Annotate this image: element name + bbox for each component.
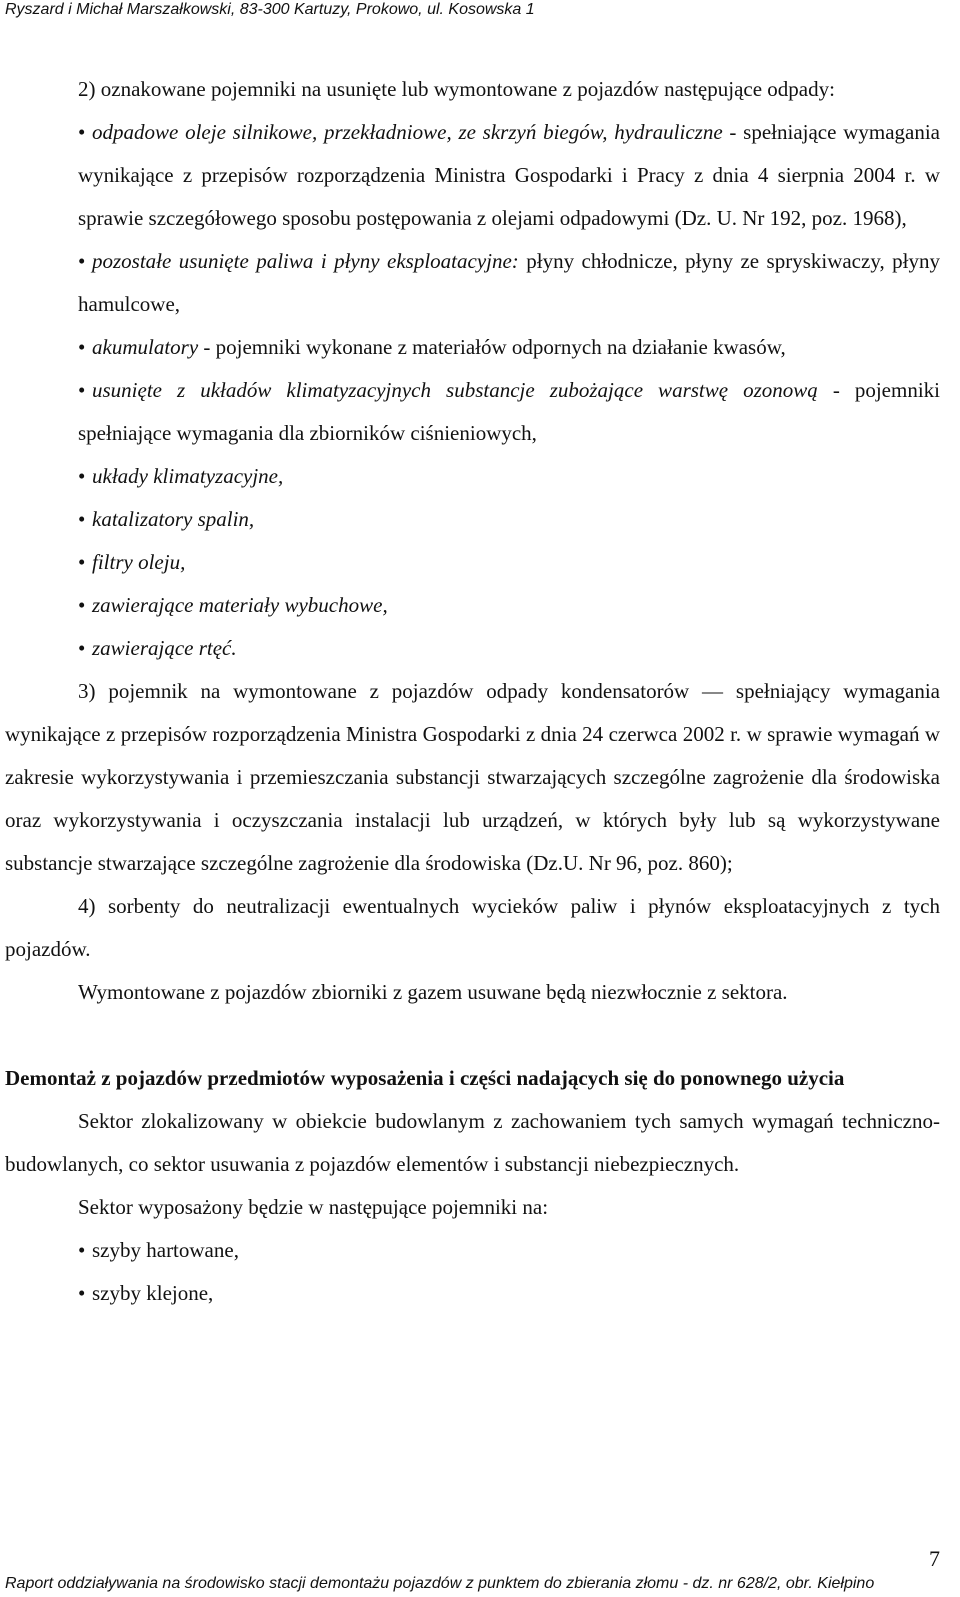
bullet-marker: • xyxy=(78,593,86,617)
bullet-marker: • xyxy=(78,464,86,488)
running-footer: Raport oddziaływania na środowisko stacji demontażu pojazdów z punktem do zbierania złomu - dz. nr 628/2, obr. Kiełpino xyxy=(5,1575,875,1592)
bullet-item xyxy=(5,240,940,326)
bullet-item xyxy=(5,455,940,498)
bullet-text: szyby klejone, xyxy=(92,1281,214,1305)
bullet-italic-text: układy klimatyzacyjne, xyxy=(92,464,284,488)
document-body xyxy=(5,68,940,1315)
paragraph-7: Sektor wyposażony będzie w następujące pojemniki na: xyxy=(78,1195,549,1219)
bullet-text: płyny chłodnicze, płyny ze spryskiwaczy, płyny hamulcowe, xyxy=(78,249,940,316)
bullet-item xyxy=(5,627,940,670)
bullet-marker: • xyxy=(78,335,86,359)
running-header: Ryszard i Michał Marszałkowski, 83-300 Kartuzy, Prokowo, ul. Kosowska 1 xyxy=(5,1,535,18)
bullet-item xyxy=(5,498,940,541)
bullet-marker: • xyxy=(78,550,86,574)
bullet-italic-text: odpadowe oleje silnikowe, przekładniowe, ze skrzyń biegów, hydrauliczne xyxy=(92,120,723,144)
bullet-marker: • xyxy=(78,378,86,402)
bullet-italic-text: usunięte z układów klimatyzacyjnych substancje zubożające warstwę ozonową xyxy=(92,378,818,402)
spacer xyxy=(5,1014,940,1057)
bullet-item xyxy=(5,111,940,240)
bullet-italic-text: zawierające materiały wybuchowe, xyxy=(92,593,388,617)
bullet-marker: • xyxy=(78,120,86,144)
bullet-item xyxy=(5,541,940,584)
bullet-text: - spełniające wymagania wynikające z przepisów rozporządzenia Ministra Gospodarki i Pracy z dnia 4 sierpnia 2004 r. w sprawie szczegółowego sposobu postępowania z olejami odpadowymi (Dz. U. Nr 192, poz. 1968), xyxy=(78,120,940,230)
bullet-italic-text: zawierające rtęć. xyxy=(92,636,237,660)
page-number: 7 xyxy=(929,1546,940,1571)
bullet-italic-text: akumulatory xyxy=(92,335,199,359)
bullet-item xyxy=(5,584,940,627)
bullet-item xyxy=(5,1272,940,1315)
bullet-italic-text: filtry oleju, xyxy=(92,550,186,574)
bullet-item xyxy=(5,326,940,369)
bullet-text: szyby hartowane, xyxy=(92,1238,239,1262)
bullet-marker: • xyxy=(78,507,86,531)
paragraph-5: Wymontowane z pojazdów zbiorniki z gazem usuwane będą niezwłocznie z sektora. xyxy=(78,980,788,1004)
bullet-italic-text: pozostałe usunięte paliwa i płyny eksploatacyjne: xyxy=(92,249,519,273)
bullet-item xyxy=(5,1229,940,1272)
paragraph-6: Sektor zlokalizowany w obiekcie budowlanym z zachowaniem tych samych wymagań techniczno-budowlanych, co sektor usuwania z pojazdów elementów i substancji niebezpiecznych. xyxy=(5,1109,940,1176)
bullet-text: - pojemniki spełniające wymagania dla zbiorników ciśnieniowych, xyxy=(78,378,941,445)
paragraph-3: 3) pojemnik na wymontowane z pojazdów odpady kondensatorów — spełniający wymagania wynikające z przepisów rozporządzenia Ministra Gospodarki z dnia 24 czerwca 2002 r. w sprawie wymagań w zakresie wykorzystywania i przemieszczania substancji stwarzających szczególne zagrożenie dla środowiska oraz wykorzystywania i oczyszczania instalacji lub urządzeń, w których były lub są wykorzystywane substancje stwarzające szczególne zagrożenie dla środowiska (Dz.U. Nr 96, poz. 860); xyxy=(5,679,940,875)
bullet-marker: • xyxy=(78,249,86,273)
bullet-marker: • xyxy=(78,636,86,660)
bullet-item xyxy=(5,369,940,455)
bullet-marker: • xyxy=(78,1281,86,1305)
paragraph-4: 4) sorbenty do neutralizacji ewentualnych wycieków paliw i płynów eksploatacyjnych z tych pojazdów. xyxy=(5,894,940,961)
bullet-marker: • xyxy=(78,1238,86,1262)
section-heading: Demontaż z pojazdów przedmiotów wyposażenia i części nadających się do ponownego użycia xyxy=(5,1066,845,1090)
bullet-italic-text: katalizatory spalin, xyxy=(92,507,255,531)
paragraph-2: 2) oznakowane pojemniki na usunięte lub wymontowane z pojazdów następujące odpady: xyxy=(78,77,835,101)
bullet-text: - pojemniki wykonane z materiałów odpornych na działanie kwasów, xyxy=(198,335,786,359)
